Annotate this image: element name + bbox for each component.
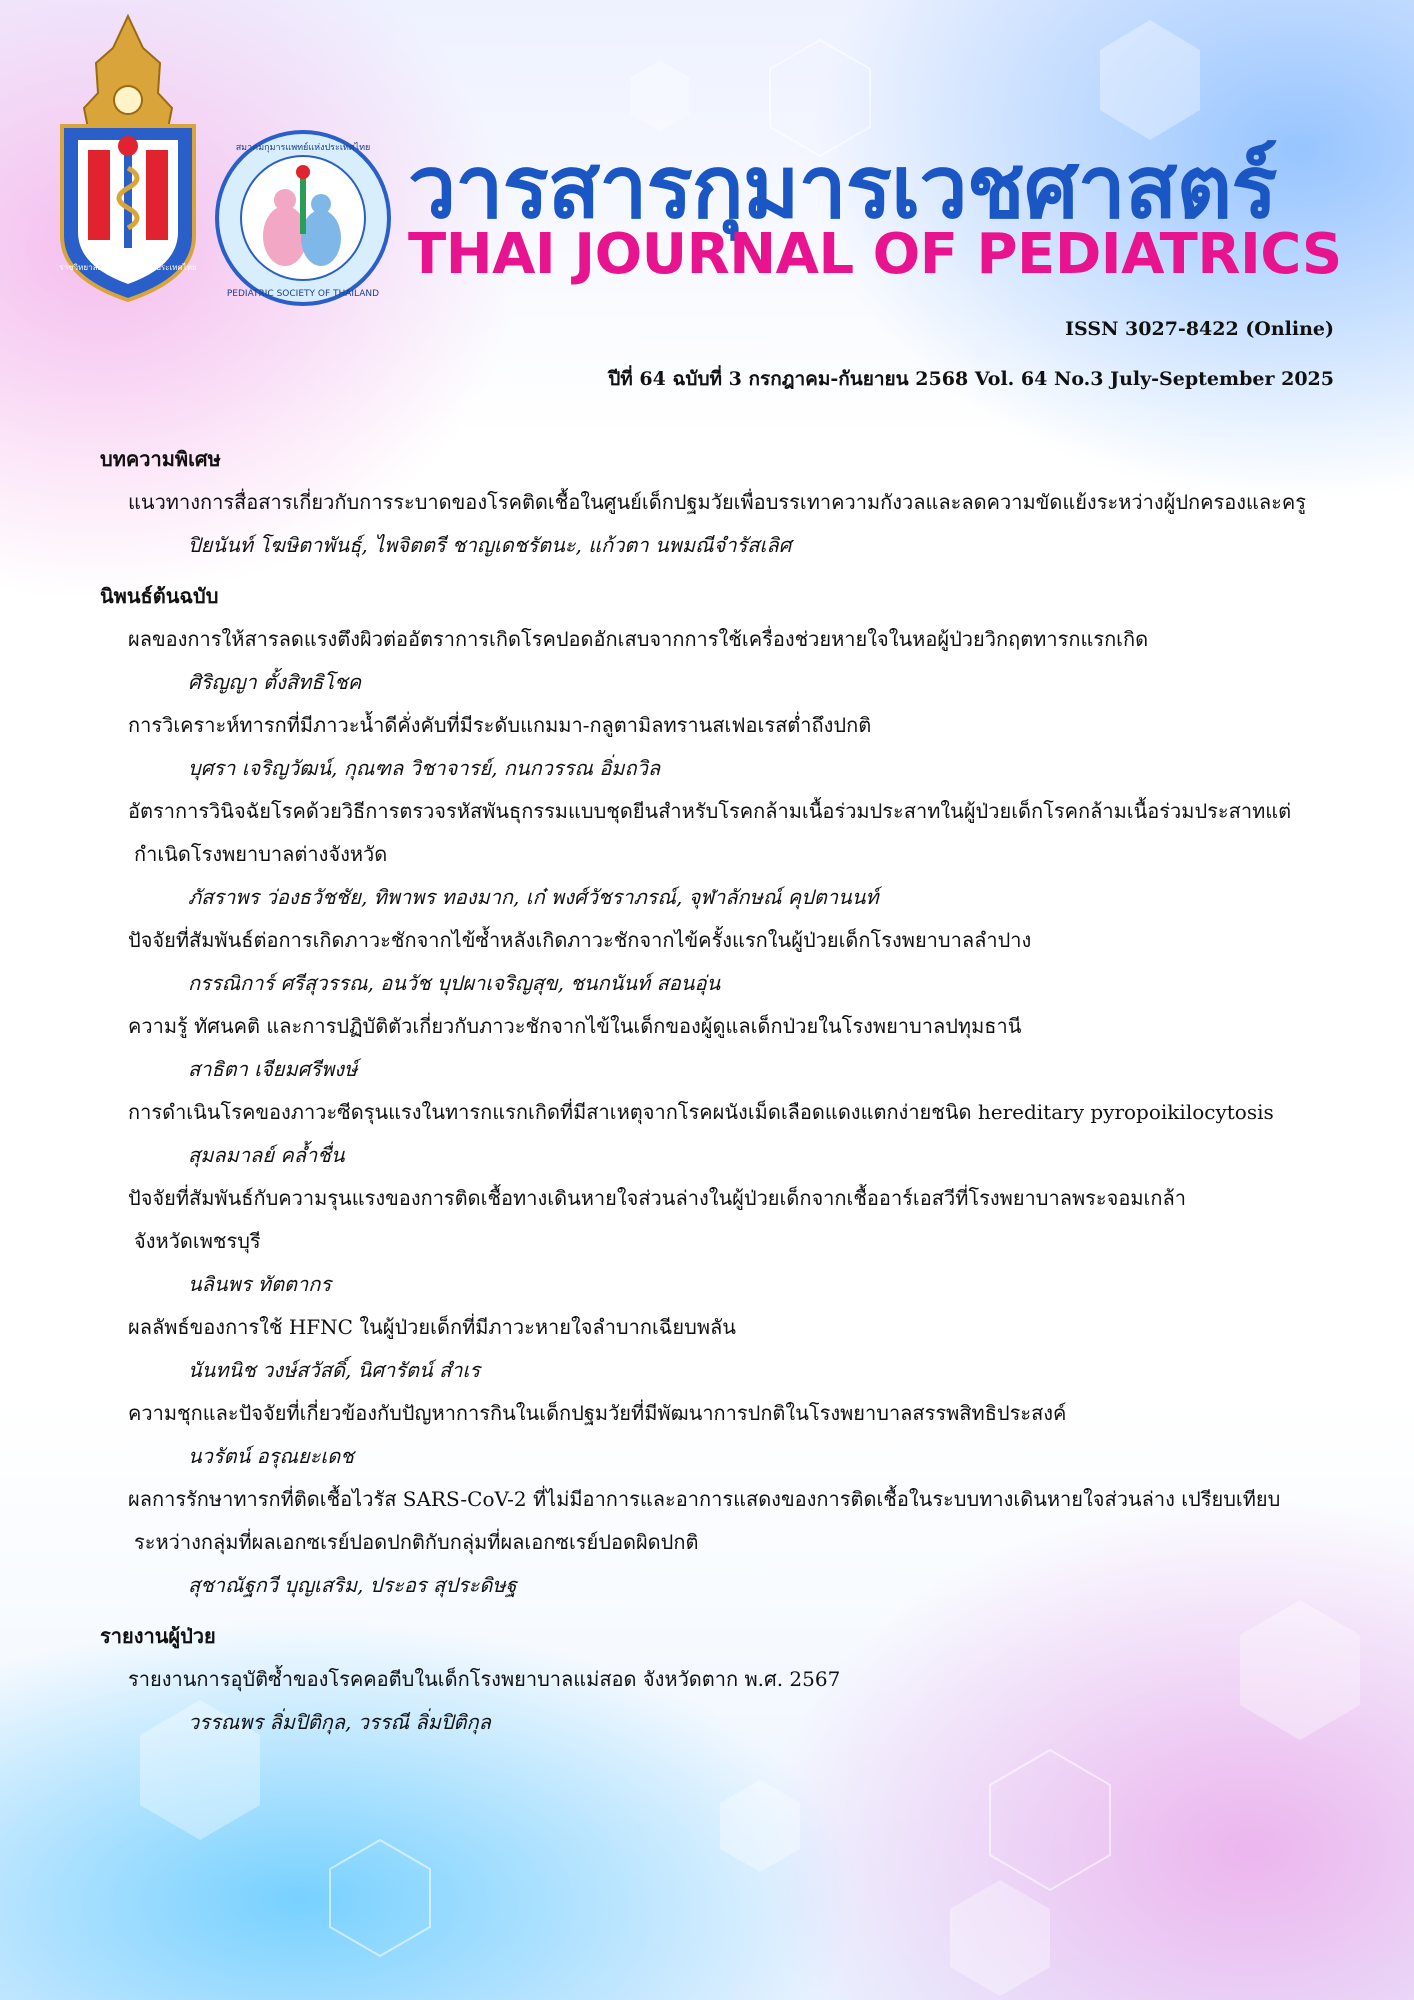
masthead [0,0,1414,400]
table-of-contents [100,438,1340,1744]
journal-title-thai: วารสารกุมารเวชศาสตร์ [408,138,1277,238]
journal-title-english: THAI JOURNAL OF PEDIATRICS [408,222,1342,287]
crest-text: ราชวิทยาลัยกุมารแพทย์แห่งประเทศไทย [59,263,197,272]
section-heading-case-report: รายงานผู้ป่วย [100,1624,216,1648]
article-title-continued[interactable]: กำเนิดโรงพยาบาลต่างจังหวัด [134,842,388,866]
article-title[interactable]: รายงานการอุบัติซ้ำของโรคคอตีบในเด็กโรงพยาบาลแม่สอด จังหวัดตาก พ.ศ. 2567 [128,1667,841,1691]
article-authors: นลินพร ทัตตากร [188,1272,332,1296]
seal-text-english: PEDIATRIC SOCIETY OF THAILAND [226,289,380,299]
article-title[interactable]: ผลการรักษาทารกที่ติดเชื้อไวรัส SARS-CoV-2 ที่ไม่มีอาการและอาการแสดงของการติดเชื้อในระบบทางเดินหายใจส่วนล่าง เปรียบเทียบ [128,1487,1281,1511]
volume-issue-line: ปีที่ 64 ฉบับที่ 3 กรกฎาคม-กันยายน 2568 Vol. 64 No.3 July-September 2025 [608,368,1334,390]
article-authors: สาธิตา เจียมศรีพงษ์ [188,1057,358,1081]
article-title[interactable]: ผลลัพธ์ของการใช้ HFNC ในผู้ป่วยเด็กที่มีภาวะหายใจลำบากเฉียบพลัน [128,1315,736,1339]
article-title[interactable]: ปัจจัยที่สัมพันธ์กับความรุนแรงของการติดเชื้อทางเดินหายใจส่วนล่างในผู้ป่วยเด็กจากเชื้ออาร์เอสวีที่โรงพยาบาลพระจอมเกล้า [128,1186,1186,1210]
section-heading-original-article: นิพนธ์ต้นฉบับ [100,584,219,608]
article-title[interactable]: ปัจจัยที่สัมพันธ์ต่อการเกิดภาวะชักจากไข้ซ้ำหลังเกิดภาวะชักจากไข้ครั้งแรกในผู้ป่วยเด็กโรงพยาบาลลำปาง [128,928,1032,952]
article-title[interactable]: แนวทางการสื่อสารเกี่ยวกับการระบาดของโรคติดเชื้อในศูนย์เด็กปฐมวัยเพื่อบรรเทาความกังวลและลดความขัดแย้งระหว่างผู้ปกครองและครู [128,490,1307,514]
article-title-continued[interactable]: จังหวัดเพชรบุรี [134,1229,261,1253]
issn-label: ISSN 3027-8422 (Online) [1065,318,1334,340]
article-authors: สุมลมาลย์ คล้ำชื่น [188,1143,345,1167]
article-title[interactable]: อัตราการวินิจฉัยโรคด้วยวิธีการตรวจรหัสพันธุกรรมแบบชุดยีนสำหรับโรคกล้ามเนื้อร่วมประสาทในผู้ป่วยเด็กโรคกล้ามเนื้อร่วมประสาทแต่ [128,799,1292,823]
article-authors: กรรณิการ์ ศรีสุวรรณ, อนวัช บุปผาเจริญสุข, ชนกนันท์ สอนอุ่น [188,971,721,995]
article-authors: นวรัตน์ อรุณยะเดช [188,1444,354,1468]
royal-college-crest-icon [48,8,208,308]
article-authors: ปิยนันท์ โฆษิตาพันธุ์, ไพจิตตรี ชาญเดชรัตนะ, แก้วตา นพมณีจำรัสเลิศ [188,533,792,557]
article-authors: วรรณพร ลิ่มปิติกุล, วรรณี ลิ่มปิติกุล [188,1710,491,1734]
article-authors: ภัสราพร ว่องธวัชชัย, ทิพาพร ทองมาก, เก๋ พงศ์วัชราภรณ์, จุฬาลักษณ์ คุปตานนท์ [188,885,879,909]
pediatric-society-seal-icon [213,128,393,308]
article-title[interactable]: ผลของการให้สารลดแรงตึงผิวต่ออัตราการเกิดโรคปอดอักเสบจากการใช้เครื่องช่วยหายใจในหอผู้ป่วยวิกฤตทารกแรกเกิด [128,627,1149,651]
section-heading-special-article: บทความพิเศษ [100,447,221,471]
article-authors: นันทนิช วงษ์สวัสดิ์, นิศารัตน์ สำเร [188,1358,481,1382]
article-title[interactable]: ความรู้ ทัศนคติ และการปฏิบัติตัวเกี่ยวกับภาวะชักจากไข้ในเด็กของผู้ดูแลเด็กป่วยในโรงพยาบาลปทุมธานี [128,1014,1022,1038]
article-authors: สุชาณัฐกวี บุญเสริม, ประอร สุประดิษฐ [188,1573,517,1597]
article-title[interactable]: การดำเนินโรคของภาวะซีดรุนแรงในทารกแรกเกิดที่มีสาเหตุจากโรคผนังเม็ดเลือดแดงแตกง่ายชนิด hereditary pyropoikilocytosis [128,1100,1274,1124]
article-authors: บุศรา เจริญวัฒน์, กุณฑล วิชาจารย์, กนกวรรณ อิ่มถวิล [188,756,661,780]
article-title[interactable]: การวิเคราะห์ทารกที่มีภาวะน้ำดีคั่งคับที่มีระดับแกมมา-กลูตามิลทรานสเฟอเรสต่ำถึงปกติ [128,713,872,737]
article-authors: ศิริญญา ตั้งสิทธิโชค [188,670,362,694]
seal-text-thai: สมาคมกุมารแพทย์แห่งประเทศไทย [235,143,371,153]
article-title[interactable]: ความชุกและปัจจัยที่เกี่ยวข้องกับปัญหาการกินในเด็กปฐมวัยที่มีพัฒนาการปกติในโรงพยาบาลสรรพสิทธิประสงค์ [128,1401,1067,1425]
article-title-continued[interactable]: ระหว่างกลุ่มที่ผลเอกซเรย์ปอดปกติกับกลุ่มที่ผลเอกซเรย์ปอดผิดปกติ [134,1530,699,1554]
